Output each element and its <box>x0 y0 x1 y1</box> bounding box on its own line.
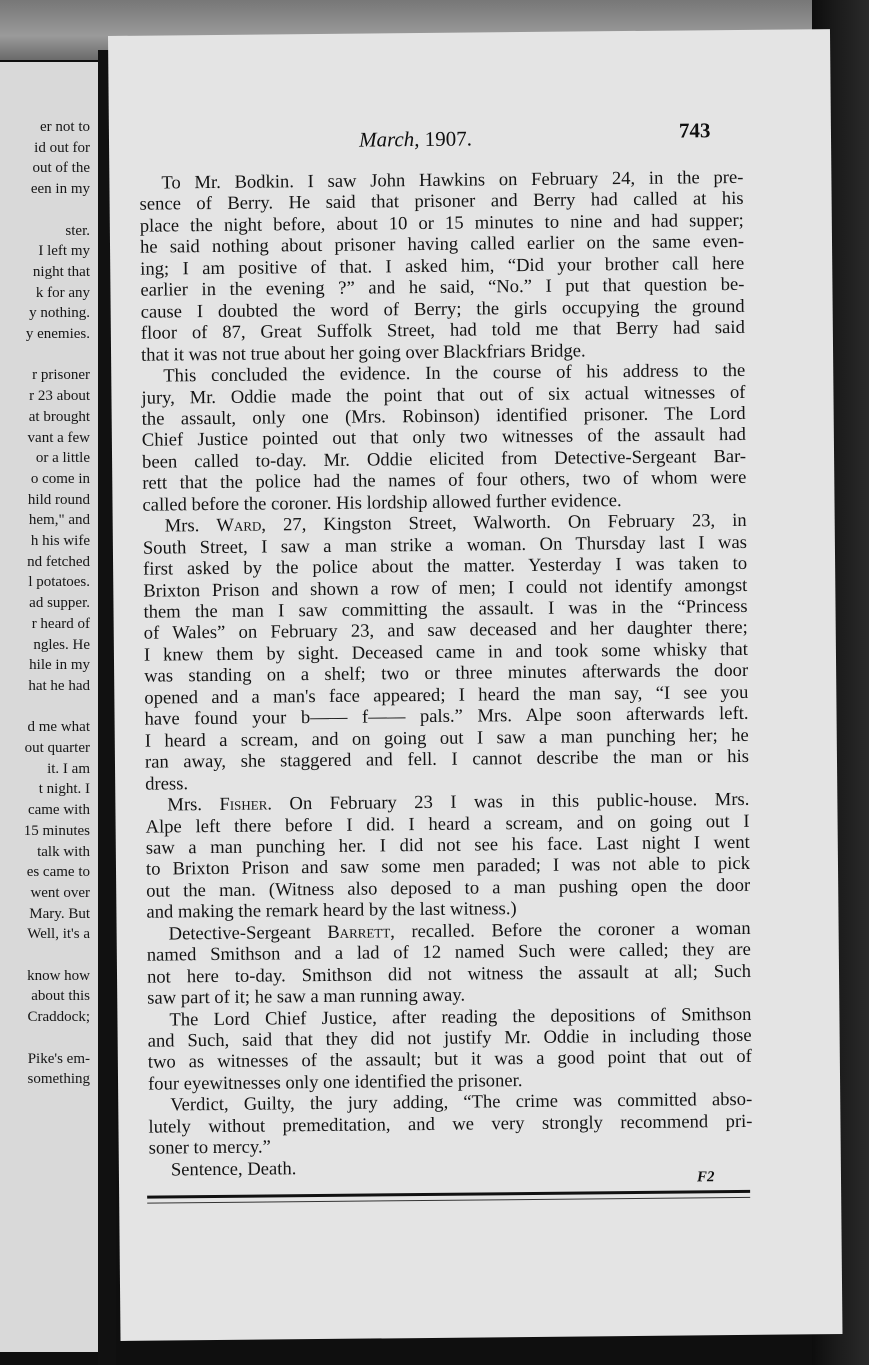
witness-name: Ward <box>216 514 262 537</box>
left-page-line: Well, it's a <box>27 926 90 943</box>
text-line: rett that the police had the names of four others, two of whom were <box>142 467 747 494</box>
left-page-line: Craddock; <box>27 1009 90 1026</box>
left-page-line: t night. I <box>38 781 90 798</box>
left-page-line: talk with <box>37 843 90 860</box>
text-line: I heard a scream, and on going out I saw a man punching her; he <box>144 724 749 752</box>
text-line: cause I doubted the word of Berry; the girls occupying the ground <box>140 295 745 323</box>
left-page-line: something <box>27 1071 90 1088</box>
text-line: first asked by the police about the matter. Yesterday I was taken to <box>143 552 748 580</box>
left-page-line: d me what <box>27 719 90 736</box>
left-page-line: r 23 about <box>29 388 90 405</box>
signature-mark: F2 <box>696 1169 715 1186</box>
text-line: soner to mercy.” <box>148 1136 271 1159</box>
left-page-line: y nothing. <box>29 305 90 322</box>
left-page-line: went over <box>30 884 90 901</box>
left-page-line: r prisoner <box>32 367 90 384</box>
page-743 <box>108 29 842 1341</box>
witness-name: Barrett <box>327 921 391 943</box>
text-line: Sentence, Death. <box>170 1157 297 1181</box>
left-page-line: Pike's em- <box>27 1050 90 1067</box>
text-line: This concluded the evidence. In the course of his address to the <box>163 359 746 387</box>
left-page-line: o come in <box>30 470 90 487</box>
text-line: Brixton Prison and shown a row of men; I could not identify amongst <box>143 574 748 602</box>
text-line: saw part of it; he saw a man running away. <box>147 984 466 1009</box>
facing-page-left <box>0 62 100 1352</box>
text-line: out the man. (Witness also deposed to a man pushing open the door <box>146 874 751 902</box>
running-head-month: March, <box>358 127 420 152</box>
text-line: and making the remark heard by the last witness.) <box>146 898 517 923</box>
left-page-line: een in my <box>30 181 90 198</box>
text-line: South Street, I saw a man strike a woman. On Thursday last I was <box>142 531 747 559</box>
left-page-line: ad supper. <box>29 595 90 612</box>
text-line: of Wales” on February 23, and saw deceased and her daughter there; <box>143 617 748 645</box>
text-line: The Lord Chief Justice, after reading the depositions of Smithson <box>169 1003 752 1031</box>
left-page-line: out quarter <box>24 740 90 756</box>
left-page-line: out of the <box>32 160 90 177</box>
left-page-line: or a little <box>35 450 90 467</box>
left-page-line: night that <box>32 263 90 280</box>
text-line: ing; I am positive of that. I asked him, “Did your brother call here <box>140 252 745 280</box>
left-page-line: y enemies. <box>25 326 90 342</box>
text-line: have found your b—— f—— pals.” Mrs. Alpe soon afterwards left. <box>144 703 749 730</box>
left-page-line: it. I am <box>47 760 90 777</box>
text-line: Chief Justice pointed out that only two witnesses of the assault had <box>141 424 746 452</box>
left-page-line: came with <box>27 802 90 819</box>
left-page-line: I left my <box>38 243 90 260</box>
left-page-line: at brought <box>28 408 90 425</box>
left-page-line: es came to <box>26 864 90 881</box>
running-head-year: 1907. <box>424 126 473 151</box>
text-line: Alpe left there before I did. I heard a scream, and on going out I <box>145 810 750 838</box>
left-page-line: vant a few <box>27 429 90 446</box>
text-line: them the man I saw committing the assault. I was in the “Princess <box>143 595 748 623</box>
left-page-line: Mary. But <box>29 905 90 922</box>
text-line: two as witnesses of the assault; but it was a good point that out of <box>147 1046 752 1074</box>
left-page-line: nd fetched <box>27 553 90 570</box>
text-line: ran away, she staggered and fell. I cannot describe the man or his <box>144 746 750 773</box>
text-line: To Mr. Bodkin. I saw John Hawkins on February 24, in the pre- <box>161 166 744 194</box>
text-line: earlier in the evening ?” and he said, “No.” I put that question be- <box>140 274 745 301</box>
left-page-line: hem," and <box>28 512 90 529</box>
left-page-line: hat he had <box>28 677 90 694</box>
line-rest: , 27, Kingston Street, Walworth. On February 23, in <box>261 510 747 536</box>
line-rest: , recalled. Before the coroner a woman <box>390 917 751 943</box>
line-lead: Mrs. <box>164 515 217 537</box>
text-line: and Such, said that they did not justify Mr. Oddie in including those <box>147 1024 752 1052</box>
text-line: Verdict, Guilty, the jury adding, “The crime was committed abso- <box>170 1089 753 1116</box>
left-page-line: ngles. He <box>33 636 90 653</box>
text-line: place the night before, about 10 or 15 minutes to nine and had supper; <box>139 209 744 237</box>
page-number: 743 <box>678 118 711 143</box>
text-line: called before the coroner. His lordship allowed further evidence. <box>142 489 622 516</box>
text-line: four eyewitnesses only one identified the prisoner. <box>147 1069 523 1095</box>
text-line: lutely without premeditation, and we very strongly recommend pri- <box>148 1110 753 1138</box>
text-line: not here to-day. Smithson did not witness the assault at all; Such <box>146 960 752 988</box>
left-page-line: hile in my <box>29 657 90 674</box>
text-line: I knew them by sight. Deceased came in and took some whisky that <box>143 638 749 666</box>
left-page-line: k for any <box>35 284 90 301</box>
left-page-line: l potatoes. <box>28 574 90 591</box>
left-page-line: about this <box>31 988 90 1005</box>
text-line: opened and a man's face appeared; I heard the man say, “I see you <box>144 681 749 709</box>
text-line: floor of 87, Great Suffolk Street, had told me that Berry had said <box>140 317 745 344</box>
text-line: been called to-day. Mr. Oddie elicited from Detective-Sergeant Bar- <box>141 445 747 473</box>
left-page-line: hild round <box>27 491 90 508</box>
text-line: was standing on a shelf; two or three minutes afterwards the door <box>144 660 749 688</box>
left-page-line: h his wife <box>30 533 90 549</box>
left-page-line: r heard of <box>31 615 90 632</box>
line-lead: Mrs. <box>167 794 220 816</box>
text-line: that it was not true about her going over Blackfriars Bridge. <box>140 340 586 366</box>
text-line: he said nothing about prisoner having called earlier on the same even- <box>139 231 745 259</box>
left-page-line: er not to <box>40 119 90 135</box>
closing-rule-thin <box>147 1197 750 1204</box>
text-line: dress. <box>145 772 189 795</box>
witness-name: Fisher <box>219 793 268 816</box>
left-page-line: know how <box>27 967 90 984</box>
text-line: the assault, only one (Mrs. Robinson) identified prisoner. The Lord <box>141 402 746 430</box>
text-line: sence of Berry. He said that prisoner and Berry had called at his <box>139 188 744 216</box>
running-head <box>359 127 472 153</box>
text-line: to Brixton Prison and saw some men paraded; I was not able to pick <box>145 853 751 881</box>
left-page-line: id out for <box>34 139 90 156</box>
text-line: named Smithson and a lad of 12 named Such were called; they are <box>146 939 751 966</box>
left-page-line: ster. <box>65 222 90 239</box>
line-lead: Detective-Sergeant <box>168 921 328 945</box>
text-line: saw a man punching her. I did not see his face. Last night I went <box>145 831 750 859</box>
line-rest: . On February 23 I was in this public-house. Mrs. <box>267 788 750 815</box>
left-page-line: 15 minutes <box>23 822 90 839</box>
text-line: jury, Mr. Oddie made the point that out of six actual witnesses of <box>141 381 746 409</box>
